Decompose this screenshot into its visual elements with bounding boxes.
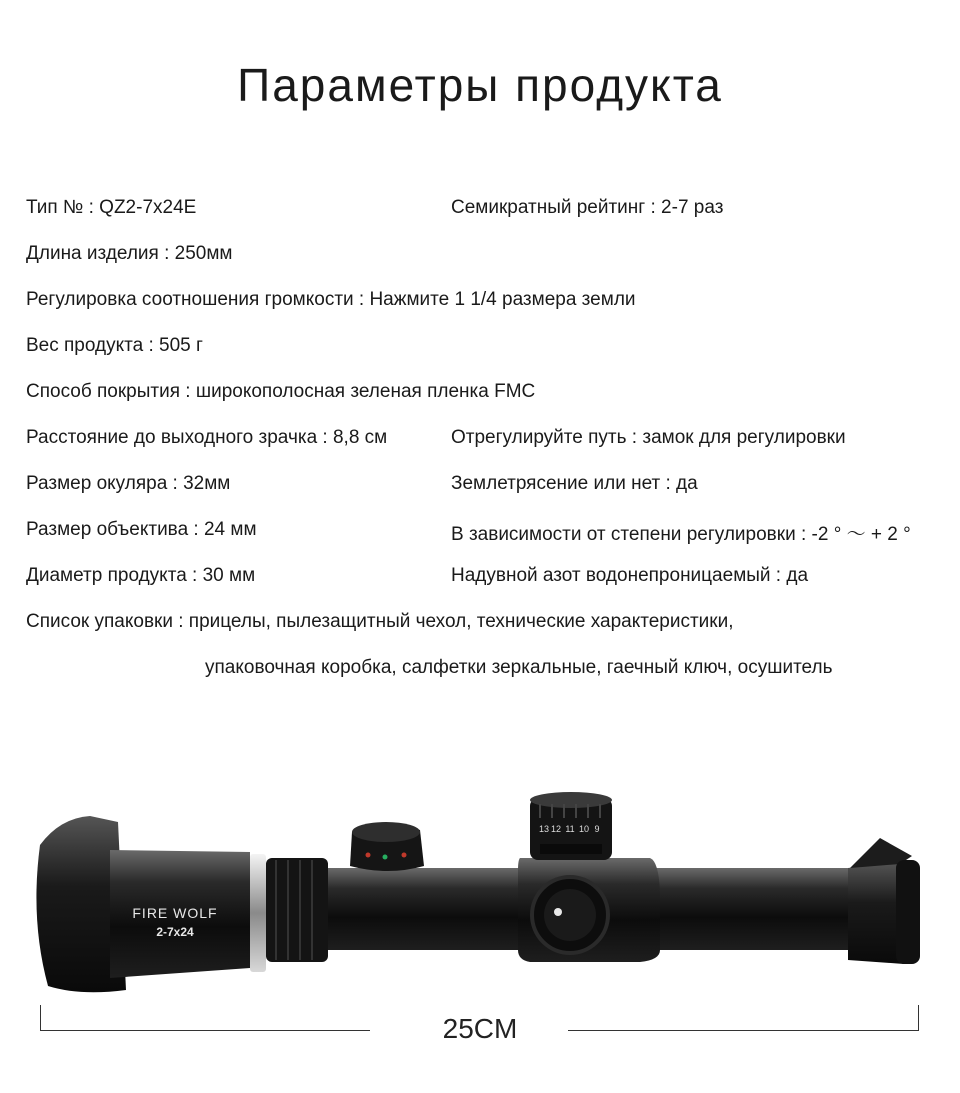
turret-number: 9 — [594, 824, 600, 834]
spec-nitrogen: Надувной азот водонепроницаемый : да — [451, 565, 809, 586]
spec-package-line1: Список упаковки : прицелы, пылезащитный чехол, технические характеристики, — [26, 611, 734, 632]
spec-coating: Способ покрытия : широкополосная зеленая пленка FMC — [26, 381, 536, 402]
page-title: Параметры продукта — [237, 59, 723, 111]
spec-weight: Вес продукта : 505 г — [26, 335, 203, 356]
turret-number: 13 — [538, 824, 550, 834]
dimension-tick-right — [918, 1005, 919, 1031]
spec-turret: Отрегулируйте путь : замок для регулировки — [451, 427, 846, 448]
brand-marking: FIRE WOLF — [132, 905, 218, 921]
spec-objective: Размер объектива : 24 мм — [26, 519, 257, 540]
spec-zoom: Семикратный рейтинг : 2-7 раз — [451, 197, 724, 218]
turret-number: 12 — [550, 824, 562, 834]
spec-eyepiece: Размер окуляра : 32мм — [26, 473, 231, 494]
turret-number: 10 — [578, 824, 590, 834]
spec-eye-relief: Расстояние до выходного зрачка : 8,8 см — [26, 427, 388, 448]
spec-package-line2: упаковочная коробка, салфетки зеркальные, гаечный ключ, осушитель — [205, 657, 833, 678]
silver-ring — [250, 854, 266, 972]
turret-number: 11 — [565, 824, 575, 834]
spec-shockproof: Землетрясение или нет : да — [451, 473, 698, 494]
spec-model: Тип № : QZ2-7x24E — [26, 197, 197, 218]
model-marking: 2-7x24 — [156, 925, 194, 939]
dimension-line-right — [568, 1030, 918, 1031]
spec-length: Длина изделия : 250мм — [26, 243, 233, 264]
dimension-label: 25CM — [442, 1013, 518, 1044]
spec-diameter: Диаметр продукта : 30 мм — [26, 565, 256, 586]
spec-adjustment: Регулировка соотношения громкости : Нажмите 1 1/4 размера земли — [26, 289, 636, 310]
spec-adjust-range: В зависимости от степени регулировки : -2 ° 〜 + 2 ° — [451, 524, 911, 545]
